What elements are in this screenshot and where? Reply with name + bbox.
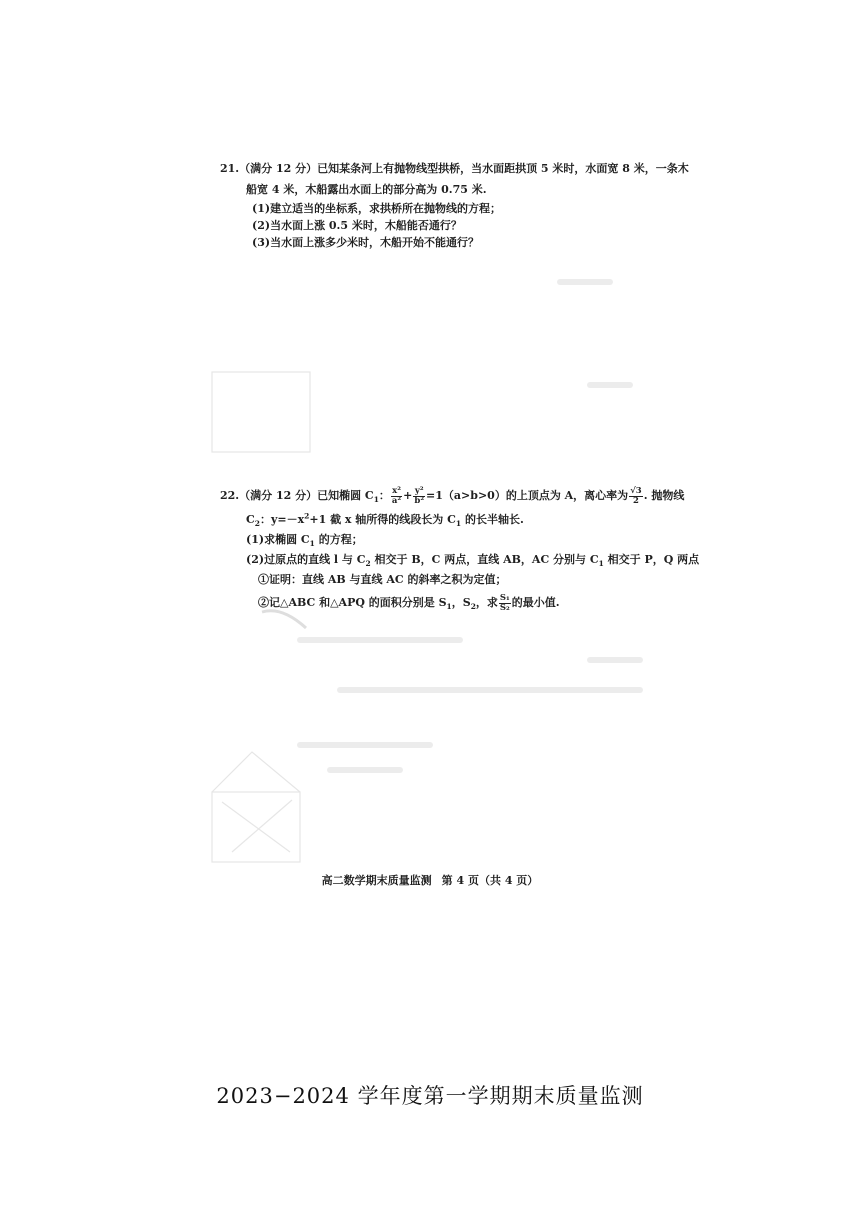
problem-21-question-1: (1)建立适当的坐标系，求拱桥所在抛物线的方程； bbox=[252, 202, 502, 215]
problem-22-question-2-part-1: ①证明：直线 AB 与直线 AC 的斜率之积为定值； bbox=[258, 573, 507, 586]
fraction-s1-over-s2: $\frac{\text{S₁}}{\text{S₂}}$ bbox=[499, 592, 510, 613]
problem-21-stem-line-2: 船宽 4 米，木船露出水面上的部分高为 0.75 米. bbox=[246, 183, 487, 196]
footer-course-title: 高二数学期末质量监测 bbox=[321, 874, 432, 887]
problem-22-stem-line-2: $C_2$：$y=-x^2+1$ 截 x 轴所得的线段长为 $C_1$ 的长半轴长. bbox=[246, 511, 524, 529]
problem-22-stem-line-1: 22.（满分 12 分）已知椭圆 $C_1$： $\frac{\text{x²}}{\text{a²}}$ + $\frac{\text{y²}}{\text{b²}}$ =1（a>b>0）的上顶点为 A，离心率为 $\frac{√3}{2}$ . 抛物线 bbox=[220, 485, 685, 506]
problem-21-stem-line-1: 21.（满分 12 分）已知某条河上有抛物线型拱桥，当水面距拱顶 5 米时，水面宽 8 米，一条木 bbox=[220, 162, 689, 175]
fraction-sqrt3-over-2: $\frac{√3}{2}$ bbox=[630, 485, 642, 506]
footer-page-number: 第 4 页（共 4 页） bbox=[441, 874, 539, 887]
fraction-y2-over-b2: $\frac{\text{y²}}{\text{b²}}$ bbox=[414, 485, 425, 506]
problem-22-question-2-part-2: ②记△ABC 和△APQ 的面积分别是 $S_1$，$S_2$，求 $\frac{\text{S₁}}{\text{S₂}}$ 的最小值. bbox=[258, 592, 560, 613]
page-footer bbox=[0, 872, 860, 888]
problem-21-question-3: (3)当水面上涨多少米时，木船开始不能通行？ bbox=[252, 236, 480, 249]
problem-21-question-2: (2)当水面上涨 0.5 米时，木船能否通行？ bbox=[252, 219, 462, 232]
problem-22-question-2: (2)过原点的直线 l 与 $C_2$ 相交于 B，C 两点，直线 AB，AC 分别与 $C_1$ 相交于 P，Q 两点 bbox=[246, 553, 700, 569]
fraction-x2-over-a2: $\frac{\text{x²}}{\text{a²}}$ bbox=[391, 485, 402, 506]
problem-22-question-1: (1)求椭圆 $C_1$ 的方程； bbox=[246, 533, 363, 549]
document-caption: 2023−2024 学年度第一学期期末质量监测 bbox=[216, 1084, 644, 1108]
